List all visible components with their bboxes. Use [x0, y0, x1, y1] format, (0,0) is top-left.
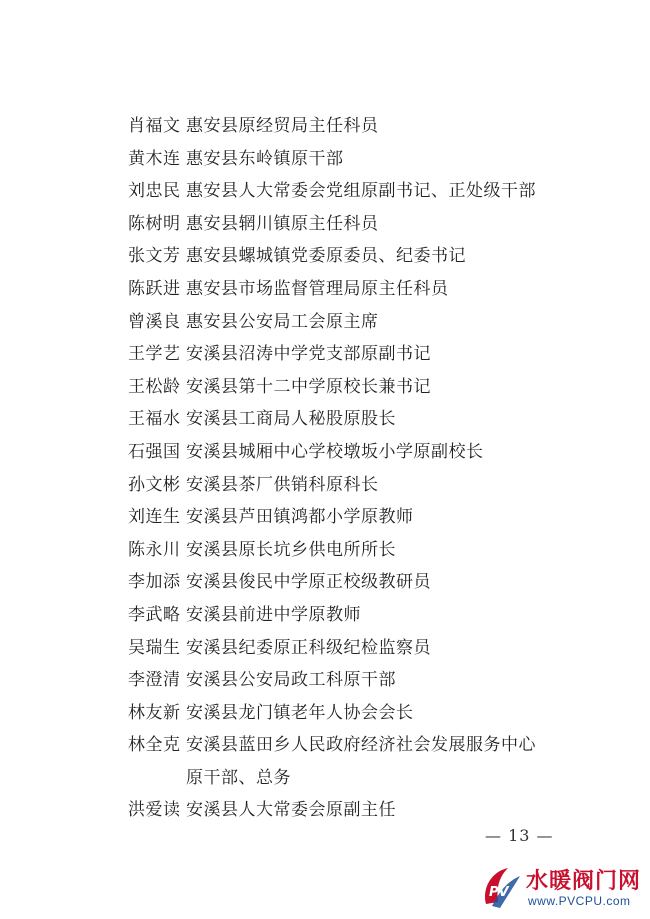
- person-title: 安溪县公安局政工科原干部: [186, 670, 396, 691]
- list-item: [128, 566, 628, 599]
- person-name: 王福水: [128, 409, 181, 430]
- list-item: [128, 143, 628, 176]
- page-number: — 13 —: [485, 826, 554, 845]
- person-title-line-2: 原干部、总务: [186, 767, 291, 788]
- list-item: [128, 697, 628, 730]
- list-item: [128, 436, 628, 469]
- list-item: [128, 273, 628, 306]
- person-title: [186, 729, 628, 794]
- pv-logo-icon: [480, 864, 522, 910]
- svg-text:PV: PV: [489, 885, 509, 900]
- person-title: 安溪县俊民中学原正校级教研员: [186, 572, 431, 593]
- list-item: [128, 208, 628, 241]
- person-title: 安溪县前进中学原教师: [186, 604, 361, 625]
- person-name: 陈跃进: [128, 278, 181, 299]
- person-name: 陈树明: [128, 213, 181, 234]
- person-title: 惠安县东岭镇原干部: [186, 148, 344, 169]
- person-title: 惠安县原经贸局主任科员: [186, 116, 379, 136]
- name-list: [128, 110, 628, 827]
- watermark-url: www.PVCPU.com: [528, 894, 631, 908]
- person-name: 刘连生: [128, 507, 181, 528]
- person-title: 安溪县人大常委会原副主任: [186, 800, 396, 821]
- person-name: 林友新: [128, 702, 181, 723]
- person-title: 惠安县人大常委会党组原副书记、正处级干部: [186, 181, 536, 202]
- person-title-line-1: 安溪县蓝田乡人民政府经济社会发展服务中心: [186, 735, 536, 756]
- person-name: 林全克: [128, 735, 181, 756]
- person-name: 黄木连: [128, 148, 181, 169]
- list-item: [128, 632, 628, 665]
- person-name: 石强国: [128, 441, 181, 462]
- list-item: [128, 403, 628, 436]
- list-item: [128, 469, 628, 502]
- list-item: [128, 599, 628, 632]
- person-title: 安溪县芦田镇鸿都小学原教师: [186, 507, 414, 528]
- person-title: 安溪县第十二中学原校长兼书记: [186, 376, 431, 397]
- person-name: 陈永川: [128, 539, 181, 560]
- person-title: 惠安县辋川镇原主任科员: [186, 213, 379, 234]
- person-name: 吴瑞生: [128, 637, 181, 658]
- list-item: [128, 240, 628, 273]
- person-title: 安溪县原长坑乡供电所所长: [186, 539, 396, 560]
- person-title: 安溪县纪委原正科级纪检监察员: [186, 637, 431, 658]
- person-title: 惠安县公安局工会原主席: [186, 311, 379, 332]
- person-name: 王松龄: [128, 376, 181, 397]
- person-name: 孙文彬: [128, 474, 181, 495]
- person-name: 王学艺: [128, 344, 181, 365]
- person-name: 曾溪良: [128, 311, 181, 332]
- person-title: 安溪县工商局人秘股原股长: [186, 409, 396, 430]
- person-name: 刘忠民: [128, 181, 181, 202]
- person-title: 惠安县市场监督管理局原主任科员: [186, 278, 449, 299]
- person-title: 安溪县茶厂供销科原科长: [186, 474, 379, 495]
- list-item: [128, 110, 628, 143]
- list-item: [128, 175, 628, 208]
- list-item: [128, 729, 628, 794]
- watermark-brand: 水暖阀门网: [526, 869, 642, 894]
- person-name: 肖福文: [128, 116, 181, 136]
- person-title: 安溪县城厢中心学校墩坂小学原副校长: [186, 441, 484, 462]
- person-title: 安溪县沼涛中学党支部原副书记: [186, 344, 431, 365]
- person-name: 李武略: [128, 604, 181, 625]
- person-name: 李澄清: [128, 670, 181, 691]
- list-item: [128, 371, 628, 404]
- person-title: 安溪县龙门镇老年人协会会长: [186, 702, 414, 723]
- person-title: 惠安县螺城镇党委原委员、纪委书记: [186, 246, 466, 267]
- list-item: [128, 794, 628, 827]
- list-item: [128, 501, 628, 534]
- list-item: [128, 664, 628, 697]
- person-name: 李加添: [128, 572, 181, 593]
- list-item: [128, 306, 628, 339]
- list-item: [128, 534, 628, 567]
- person-name: 张文芳: [128, 246, 181, 267]
- person-name: 洪爱读: [128, 800, 181, 821]
- site-watermark: [480, 862, 646, 916]
- list-item: [128, 338, 628, 371]
